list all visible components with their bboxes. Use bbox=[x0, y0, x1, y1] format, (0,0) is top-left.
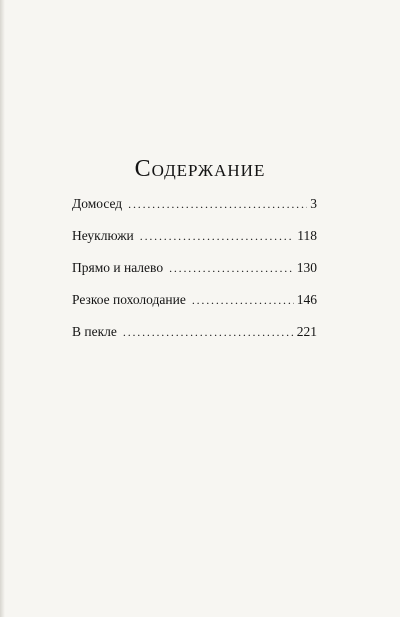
dot-leader bbox=[128, 195, 307, 213]
toc-entry-title: Домосед bbox=[72, 196, 123, 211]
toc-entry bbox=[72, 195, 317, 227]
dot-leader bbox=[140, 227, 294, 245]
toc-entry-page: 3 bbox=[310, 196, 317, 211]
toc-entry-page: 146 bbox=[296, 292, 317, 307]
toc-entry bbox=[72, 259, 317, 291]
toc-entry-page: 221 bbox=[296, 324, 317, 339]
toc-entry bbox=[72, 323, 317, 355]
dot-leader bbox=[169, 259, 294, 277]
toc-entry-title: Прямо и налево bbox=[72, 260, 164, 275]
toc-entry-title: Резкое похолодание bbox=[72, 292, 186, 307]
spine-shadow bbox=[0, 0, 5, 617]
toc-entry-page: 130 bbox=[296, 260, 317, 275]
toc-entry bbox=[72, 291, 317, 323]
dot-leader bbox=[123, 323, 294, 341]
toc-entry bbox=[72, 227, 317, 259]
contents-heading: Содержание bbox=[134, 156, 266, 183]
toc-entry-page: 118 bbox=[297, 228, 317, 243]
toc-entry-title: В пекле bbox=[72, 324, 117, 339]
table-of-contents bbox=[72, 195, 317, 355]
toc-entry-title: Неуклюжи bbox=[72, 228, 134, 243]
dot-leader bbox=[192, 291, 294, 309]
